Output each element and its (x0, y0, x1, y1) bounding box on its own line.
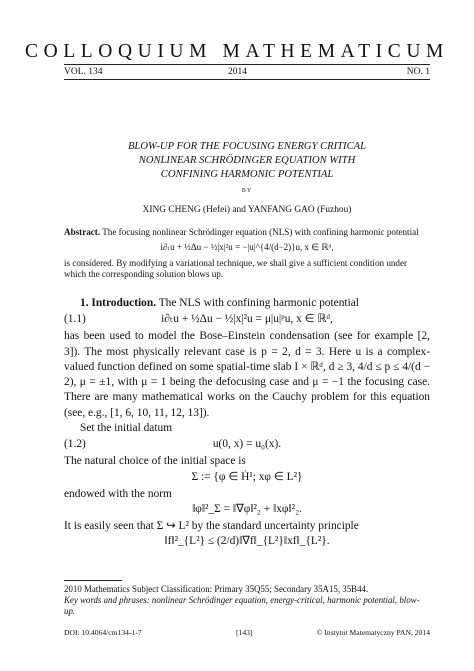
equation: Σ := {φ ∈ Ḣ¹; xφ ∈ L²} (191, 470, 303, 483)
by-label: BY (241, 188, 253, 194)
equation-number: (1.1) (64, 313, 86, 326)
page-number: [143] (236, 628, 253, 637)
title-line: BLOW-UP FOR THE FOCUSING ENERGY CRITICAL (127, 141, 367, 152)
main-text (64, 296, 430, 551)
equation: u(0, x) = u₀(x). (212, 438, 282, 451)
equation: ‖φ‖²_Σ = ‖∇φ‖²₂ + ‖xφ‖²₂. (192, 502, 302, 515)
equation: ‖f‖²_{L²} ≤ (2/d)‖∇f‖_{L²}‖xf‖_{L²}. (164, 535, 330, 548)
authors: XING CHENG (Hefei) and YANFANG GAO (Fuzhou) (142, 205, 352, 215)
abstract-text: The focusing nonlinear Schrödinger equation (NLS) with confining harmonic potential (102, 227, 419, 237)
footnotes (64, 584, 430, 617)
abstract-equation: i∂ₜu + ½Δu − ½|x|²u = −|u|^{4/(d−2)}u, x ∈ ℝᵈ, (160, 241, 334, 252)
header-rule-bottom (64, 79, 430, 80)
equation-1-2 (64, 436, 430, 454)
header-rule (64, 64, 430, 65)
paragraph: has been used to model the Bose–Einstein condensation (see for example [2, 3]). The most physically relevant case is p = 2, d = 3. Here u is a complex-valued function defined on some spatial-time slab I × ℝᵈ, d ≥ 3, 4/d ≤ p ≤ 4/(d − 2), μ = ±1, with μ = 1 being the defocusing case and μ = −1 the focusing case. There are many mathematical works on the Cauchy problem for this equation (see, e.g., [1, 6, 10, 11, 12, 13]). (64, 330, 430, 419)
abstract-label: Abstract. (64, 227, 101, 237)
section-heading: 1. Introduction. (80, 297, 157, 309)
title-line: NONLINEAR SCHRÖDINGER EQUATION WITH (138, 155, 356, 166)
title-line: CONFINING HARMONIC POTENTIAL (160, 169, 334, 180)
equation-number: (1.2) (64, 438, 86, 451)
footnote-rule (64, 580, 122, 581)
doi: DOI: 10.4064/cm134-1-7 (64, 628, 142, 637)
paragraph: The natural choice of the initial space is (64, 455, 246, 468)
volume: VOL. 134 (64, 67, 103, 77)
paper-title (64, 140, 430, 182)
equation-1-1 (64, 311, 430, 329)
paragraph: It is easily seen that Σ ↪ L² by the standard uncertainty principle (64, 519, 359, 532)
keywords: Key words and phrases: nonlinear Schrödinger equation, energy-critical, harmonic potential, blow-up. (64, 595, 420, 616)
year: 2014 (228, 67, 247, 77)
abstract (64, 227, 430, 281)
issue-number: NO. 1 (406, 67, 430, 77)
paragraph: endowed with the norm (64, 487, 172, 500)
intro-text: The NLS with confining harmonic potential (158, 297, 359, 309)
journal-title: COLLOQUIUM MATHEMATICUM (24, 41, 449, 62)
equation: i∂ₜu + ½Δu − ½|x|²u = μ|u|ᵖu, x ∈ ℝᵈ, (161, 313, 333, 326)
abstract-text-2: is considered. By modifying a variational technique, we shall give a sufficient condition under which the corresponding solution blows up. (64, 257, 408, 280)
copyright: © Instytut Matematyczny PAN, 2014 (316, 628, 430, 637)
paragraph: Set the initial datum (80, 422, 173, 435)
msc-classification: 2010 Mathematics Subject Classification: Primary 35Q55; Secondary 35A15, 35B44. (64, 584, 369, 594)
